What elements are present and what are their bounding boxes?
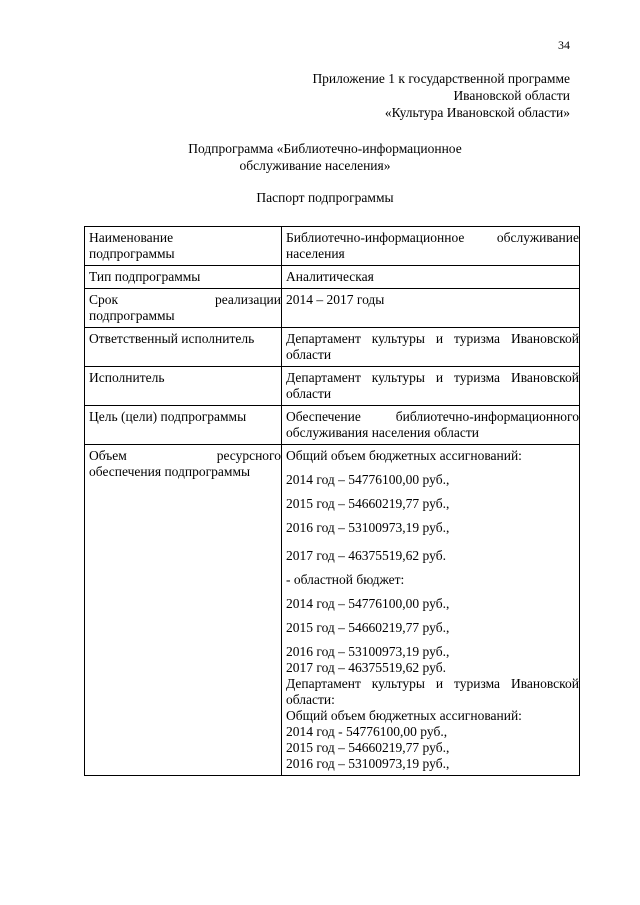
- table-row: [85, 367, 580, 406]
- row-value: [282, 406, 580, 445]
- resources-label-word: ресурсного: [216, 448, 281, 463]
- term-label-word: реализации: [215, 292, 281, 307]
- name-value-line: населения: [286, 246, 345, 261]
- row-label: Тип подпрограммы: [85, 266, 282, 289]
- resource-line: Общий объем бюджетных ассигнований:: [286, 708, 522, 723]
- subprogram-title-line-2: обслуживание населения»: [239, 158, 391, 173]
- resource-line: - областной бюджет:: [286, 572, 405, 587]
- resource-line: 2016 год – 53100973,19 руб.,: [286, 644, 450, 659]
- resources-label-line: [89, 448, 281, 464]
- resource-line: 2017 год – 46375519,62 руб.: [286, 660, 446, 675]
- resource-line: 2014 год - 54776100,00 руб.,: [286, 724, 448, 739]
- term-label-line: [89, 292, 281, 308]
- table-row: [85, 227, 580, 266]
- responsible-value-line: области: [286, 347, 332, 362]
- passport-table: [84, 226, 580, 776]
- appendix-header: [230, 70, 570, 121]
- page-number: 34: [558, 38, 570, 52]
- appendix-line-3: «Культура Ивановской области»: [384, 105, 570, 120]
- executor-value-line: Департамент культуры и туризма Ивановской: [286, 370, 579, 385]
- row-label: Цель (цели) подпрограммы: [85, 406, 282, 445]
- resource-line: Департамент культуры и туризма Ивановской: [286, 676, 579, 691]
- responsible-value-line: Департамент культуры и туризма Ивановской: [286, 331, 579, 346]
- table-row: [85, 445, 580, 776]
- resource-line: 2015 год – 54660219,77 руб.,: [286, 620, 450, 635]
- row-value: [282, 367, 580, 406]
- resource-line: 2016 год – 53100973,19 руб.,: [286, 520, 450, 535]
- goal-value-line: обслуживания населения области: [286, 425, 479, 440]
- row-label: Исполнитель: [85, 367, 282, 406]
- row-value: [282, 328, 580, 367]
- table-row: [85, 266, 580, 289]
- row-label: [85, 445, 282, 776]
- term-label-line: подпрограммы: [89, 308, 175, 323]
- row-value: [282, 227, 580, 266]
- name-label-line: подпрограммы: [89, 246, 175, 261]
- resource-line: 2016 год – 53100973,19 руб.,: [286, 756, 450, 771]
- goal-value-line: Обеспечение библиотечно-информационного: [286, 409, 579, 424]
- row-label: Ответственный исполнитель: [85, 328, 282, 367]
- resources-label-word: Объем: [89, 448, 127, 463]
- resource-line: 2017 год – 46375519,62 руб.: [286, 548, 446, 563]
- resource-line: 2014 год – 54776100,00 руб.,: [286, 472, 450, 487]
- resources-label-line: обеспечения подпрограммы: [89, 464, 251, 479]
- row-value: Аналитическая: [282, 266, 580, 289]
- row-value: [282, 445, 580, 776]
- row-value: 2014 – 2017 годы: [282, 289, 580, 328]
- table-row: [85, 406, 580, 445]
- name-value-line: Библиотечно-информационное обслуживание: [286, 230, 579, 245]
- resource-line: Общий объем бюджетных ассигнований:: [286, 448, 522, 463]
- table-row: [85, 328, 580, 367]
- resource-line: 2015 год – 54660219,77 руб.,: [286, 740, 450, 755]
- resource-line: 2015 год – 54660219,77 руб.,: [286, 496, 450, 511]
- passport-title: Паспорт подпрограммы: [256, 190, 394, 205]
- resource-line: 2014 год – 54776100,00 руб.,: [286, 596, 450, 611]
- table-row: [85, 289, 580, 328]
- term-label-word: Срок: [89, 292, 119, 307]
- row-label: [85, 227, 282, 266]
- row-label: [85, 289, 282, 328]
- subprogram-title: [0, 140, 640, 174]
- appendix-line-2: Ивановской области: [453, 88, 570, 103]
- appendix-line-1: Приложение 1 к государственной программе: [312, 71, 570, 86]
- executor-value-line: области: [286, 386, 332, 401]
- resource-line: области:: [286, 692, 335, 707]
- name-label-line: Наименование: [89, 230, 174, 245]
- subprogram-title-line-1: Подпрограмма «Библиотечно-информационное: [188, 141, 462, 156]
